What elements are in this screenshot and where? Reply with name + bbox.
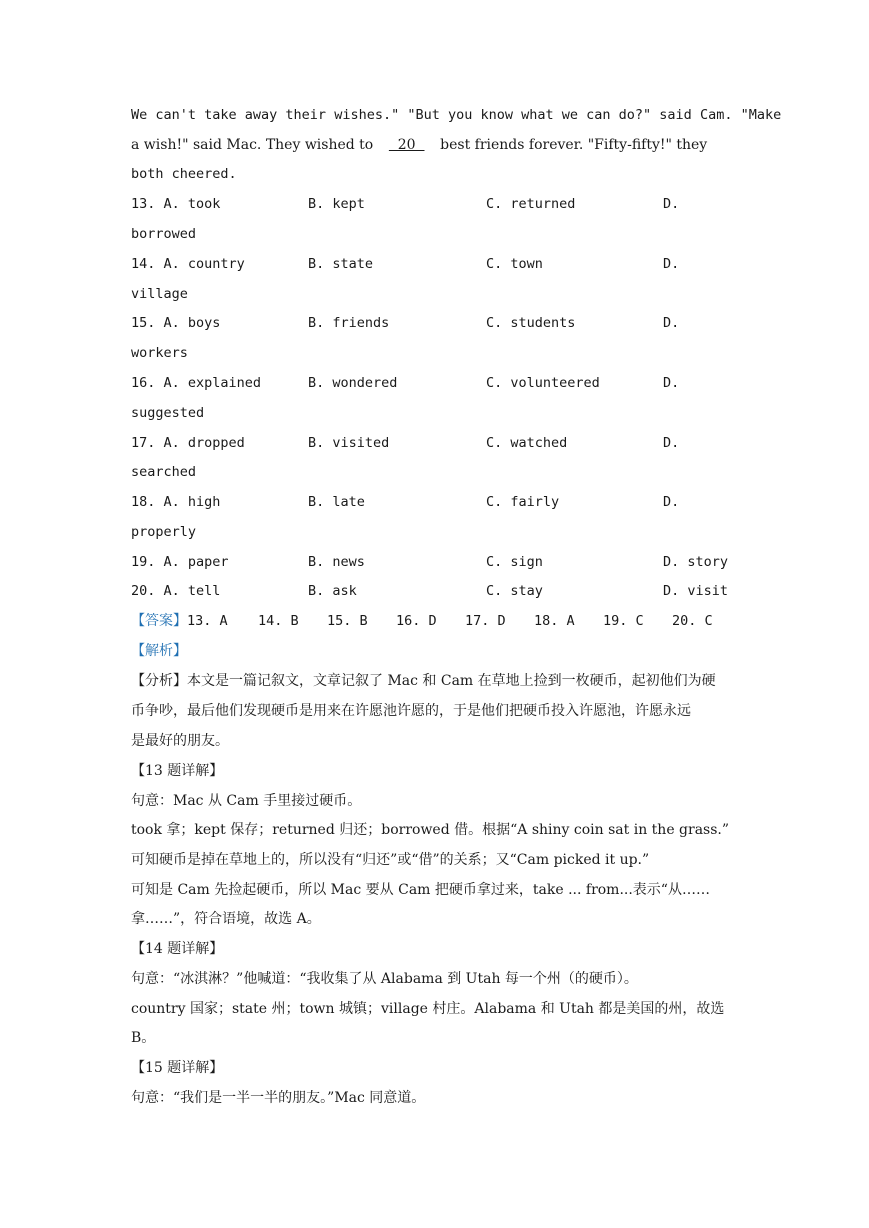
question-16-option-d: D. bbox=[663, 375, 680, 391]
question-number: 17. bbox=[131, 435, 156, 451]
option-a: A. boys bbox=[163, 315, 221, 331]
summary-line-1 bbox=[131, 671, 741, 691]
question-14 bbox=[131, 254, 741, 274]
question-17-option-d: D. bbox=[663, 435, 680, 451]
question-15-option-d: D. bbox=[663, 315, 680, 331]
option-a: A. tell bbox=[163, 583, 221, 599]
question-20-option-a bbox=[131, 581, 220, 601]
answer-key bbox=[131, 611, 741, 631]
option-a: A. dropped bbox=[163, 435, 245, 451]
question-13-option-b: B. kept bbox=[308, 196, 365, 212]
question-13 bbox=[131, 194, 741, 214]
question-13-option-d-text: borrowed bbox=[131, 226, 197, 242]
question-number: 15. bbox=[131, 315, 156, 331]
question-20-option-c: C. stay bbox=[486, 583, 543, 599]
answer-item: 14. B bbox=[258, 613, 299, 629]
question-17-option-a bbox=[131, 433, 245, 453]
option-a: A. high bbox=[163, 494, 221, 510]
summary-line-3: 是最好的朋友。 bbox=[131, 733, 229, 749]
question-13-option-a bbox=[131, 194, 220, 214]
q13-line-1: took 拿；kept 保存；returned 归还；borrowed 借。根据“A shiny coin sat in the grass.” bbox=[131, 822, 730, 838]
question-19-option-d: D. story bbox=[663, 554, 729, 570]
question-16-option-b: B. wondered bbox=[308, 375, 398, 391]
passage-line-3: both cheered. bbox=[131, 166, 237, 182]
question-19-option-a bbox=[131, 552, 229, 572]
passage-line-2-end: best friends forever. "Fifty-fifty!" they bbox=[440, 137, 708, 153]
question-15-option-d-text: workers bbox=[131, 345, 188, 361]
question-14-option-d-text: village bbox=[131, 286, 188, 302]
question-number: 16. bbox=[131, 375, 156, 391]
q14-heading: 【14 题详解】 bbox=[131, 941, 224, 957]
question-14-option-d: D. bbox=[663, 256, 680, 272]
question-16 bbox=[131, 373, 741, 393]
option-a: A. explained bbox=[163, 375, 262, 391]
q13-line-4: 拿……”，符合语境，故选 A。 bbox=[131, 911, 321, 927]
question-number: 14. bbox=[131, 256, 156, 272]
question-16-option-d-text: suggested bbox=[131, 405, 205, 421]
question-13-option-d: D. bbox=[663, 196, 680, 212]
option-a: A. took bbox=[163, 196, 221, 212]
analysis-heading: 【解析】 bbox=[131, 643, 187, 659]
question-20-option-b: B. ask bbox=[308, 583, 357, 599]
question-14-option-b: B. state bbox=[308, 256, 374, 272]
question-19 bbox=[131, 552, 741, 572]
summary-text: 本文是一篇记叙文，文章记叙了 Mac 和 Cam 在草地上捡到一枚硬币，起初他们为硬 bbox=[187, 673, 716, 689]
question-number: 18. bbox=[131, 494, 156, 510]
q13-line-2: 可知硬币是掉在草地上的，所以没有“归还”或“借”的关系；又“Cam picked it up.” bbox=[131, 852, 650, 868]
q14-line-2: B。 bbox=[131, 1030, 156, 1046]
question-14-option-a bbox=[131, 254, 245, 274]
q13-heading: 【13 题详解】 bbox=[131, 763, 224, 779]
summary-label: 【分析】 bbox=[131, 673, 187, 689]
answer-item: 15. B bbox=[327, 613, 368, 629]
passage-line-2-start: a wish!" said Mac. They wished to bbox=[131, 137, 374, 153]
q13-line-3: 可知是 Cam 先捡起硬币，所以 Mac 要从 Cam 把硬币拿过来，take ... from...表示“从…… bbox=[131, 882, 710, 898]
answer-item: 20. C bbox=[672, 613, 713, 629]
q15-meaning: 句意：“我们是一半一半的朋友。”Mac 同意道。 bbox=[131, 1090, 426, 1106]
question-19-option-b: B. news bbox=[308, 554, 365, 570]
question-number: 13. bbox=[131, 196, 156, 212]
q14-meaning: 句意：“冰淇淋？”他喊道：“我收集了从 Alabama 到 Utah 每一个州（的硬币）。 bbox=[131, 971, 638, 987]
question-17-option-c: C. watched bbox=[486, 435, 568, 451]
question-18 bbox=[131, 492, 741, 512]
question-17 bbox=[131, 433, 741, 453]
question-14-option-c: C. town bbox=[486, 256, 543, 272]
question-20 bbox=[131, 581, 741, 601]
question-number: 20. bbox=[131, 583, 156, 599]
passage-line-1: We can't take away their wishes." "But you know what we can do?" said Cam. "Make bbox=[131, 107, 782, 123]
question-19-option-c: C. sign bbox=[486, 554, 543, 570]
question-17-option-b: B. visited bbox=[308, 435, 390, 451]
option-a: A. country bbox=[163, 256, 245, 272]
q13-meaning: 句意：Mac 从 Cam 手里接过硬币。 bbox=[131, 793, 362, 809]
question-number: 19. bbox=[131, 554, 156, 570]
question-16-option-a bbox=[131, 373, 261, 393]
answer-item: 18. A bbox=[534, 613, 575, 629]
question-20-option-d: D. visit bbox=[663, 583, 729, 599]
answer-item: 17. D bbox=[465, 613, 506, 629]
question-18-option-d: D. bbox=[663, 494, 680, 510]
question-17-option-d-text: searched bbox=[131, 464, 197, 480]
question-16-option-c: C. volunteered bbox=[486, 375, 600, 391]
question-15-option-a bbox=[131, 313, 220, 333]
answer-item: 16. D bbox=[396, 613, 437, 629]
q14-line-1: country 国家；state 州；town 城镇；village 村庄。Alabama 和 Utah 都是美国的州，故选 bbox=[131, 1001, 725, 1017]
answer-item: 19. C bbox=[603, 613, 644, 629]
question-18-option-d-text: properly bbox=[131, 524, 197, 540]
question-18-option-b: B. late bbox=[308, 494, 365, 510]
question-15-option-c: C. students bbox=[486, 315, 576, 331]
question-18-option-c: C. fairly bbox=[486, 494, 560, 510]
blank-20: 20 bbox=[388, 137, 425, 153]
question-15-option-b: B. friends bbox=[308, 315, 390, 331]
question-18-option-a bbox=[131, 492, 220, 512]
answer-label: 【答案】 bbox=[131, 613, 187, 629]
passage-line-2 bbox=[131, 135, 741, 155]
q15-heading: 【15 题详解】 bbox=[131, 1060, 224, 1076]
summary-line-2: 币争吵，最后他们发现硬币是用来在许愿池许愿的，于是他们把硬币投入许愿池，许愿永远 bbox=[131, 703, 691, 719]
answer-item: 13. A bbox=[187, 613, 228, 629]
question-13-option-c: C. returned bbox=[486, 196, 576, 212]
question-15 bbox=[131, 313, 741, 333]
option-a: A. paper bbox=[163, 554, 229, 570]
